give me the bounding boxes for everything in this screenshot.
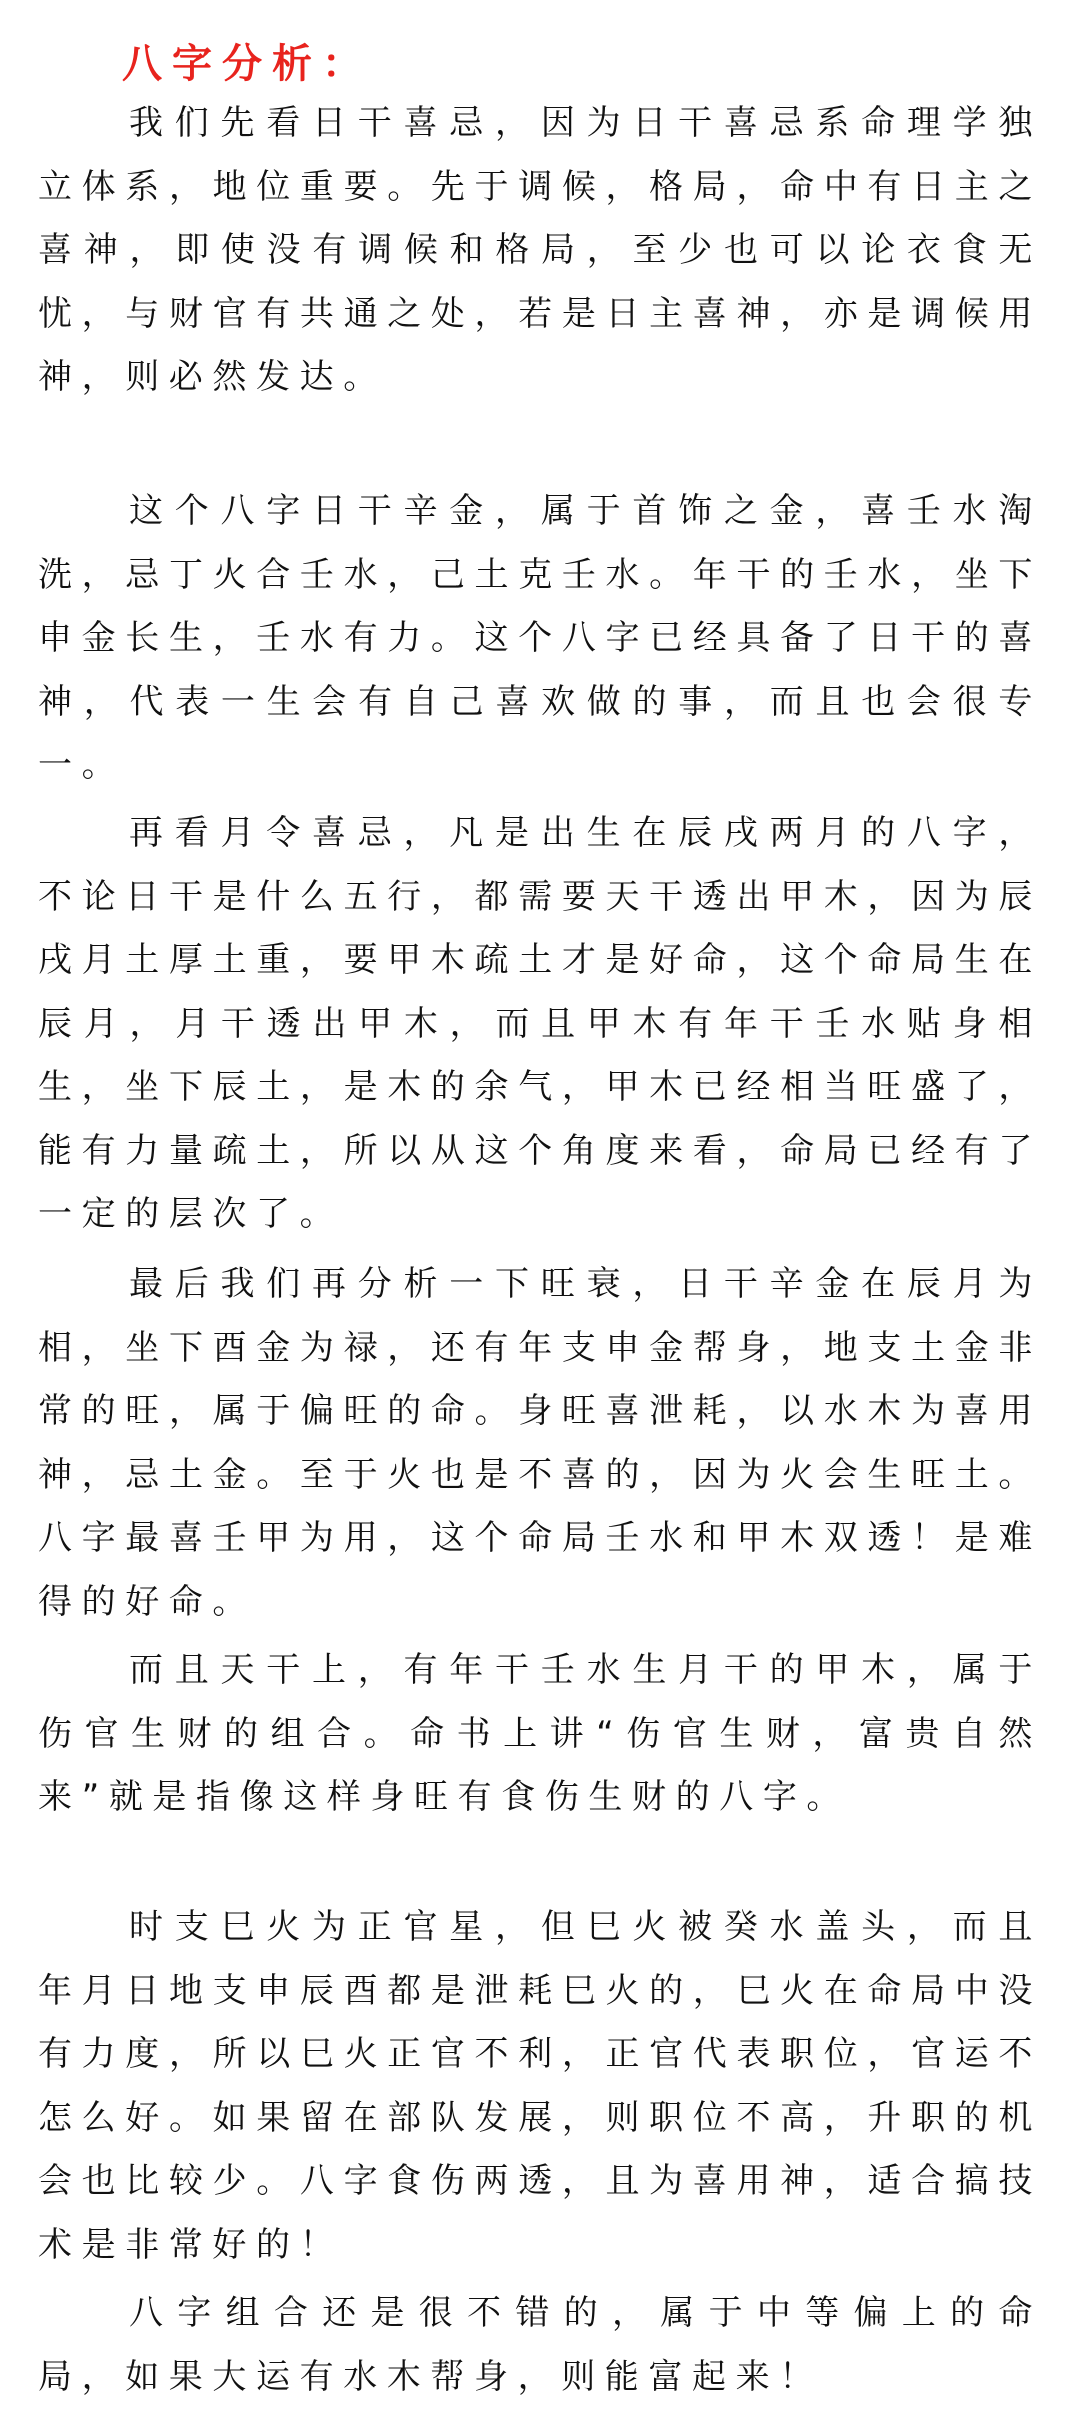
section-heading: 八字分析： <box>122 41 372 87</box>
paragraph-month-command: 再看月令喜忌，凡是出生在辰戌两月的八字，不论日干是什么五行，都需要天干透出甲木，因为辰戌月土厚土重，要甲木疏土才是好命，这个命局生在辰月，月干透出甲木，而且甲木有年干壬水贴身相生，坐下辰土，是木的余气，甲木已经相当旺盛了，能有力量疏土，所以从这个角度来看，命局已经有了一定的层次了。 <box>38 813 1042 1234</box>
paragraph-xin-metal: 这个八字日干辛金，属于首饰之金，喜壬水淘洗，忌丁火合壬水，己土克壬水。年干的壬水，坐下申金长生，壬水有力。这个八字已经具备了日干的喜神，代表一生会有自己喜欢做的事，而且也会很专一。 <box>38 491 1042 785</box>
paragraph-conclusion: 八字组合还是很不错的，属于中等偏上的命局，如果大运有水木帮身，则能富起来！ <box>38 2293 1042 2397</box>
paragraph-strength: 最后我们再分析一下旺衰，日干辛金在辰月为相，坐下酉金为禄，还有年支申金帮身，地支土金非常的旺，属于偏旺的命。身旺喜泄耗，以水木为喜用神，忌土金。至于火也是不喜的，因为火会生旺土。八字最喜壬甲为用，这个命局壬水和甲木双透！是难得的好命。 <box>38 1264 1042 1622</box>
paragraph-day-stem: 我们先看日干喜忌，因为日干喜忌系命理学独立体系，地位重要。先于调候，格局，命中有日主之喜神，即使没有调候和格局，至少也可以论衣食无忧，与财官有共通之处，若是日主喜神，亦是调候用神，则必然发达。 <box>38 103 1042 397</box>
paragraph-official-star: 时支巳火为正官星，但巳火被癸水盖头，而且年月日地支申辰酉都是泄耗巳火的，巳火在命局中没有力度，所以巳火正官不利，正官代表职位，官运不怎么好。如果留在部队发展，则职位不高，升职的机会也比较少。八字食伤两透，且为喜用神，适合搞技术是非常好的！ <box>38 1907 1042 2265</box>
paragraph-hurting-officer: 而且天干上，有年干壬水生月干的甲木，属于伤官生财的组合。命书上讲“伤官生财，富贵自然来”就是指像这样身旺有食伤生财的八字。 <box>38 1650 1042 1817</box>
